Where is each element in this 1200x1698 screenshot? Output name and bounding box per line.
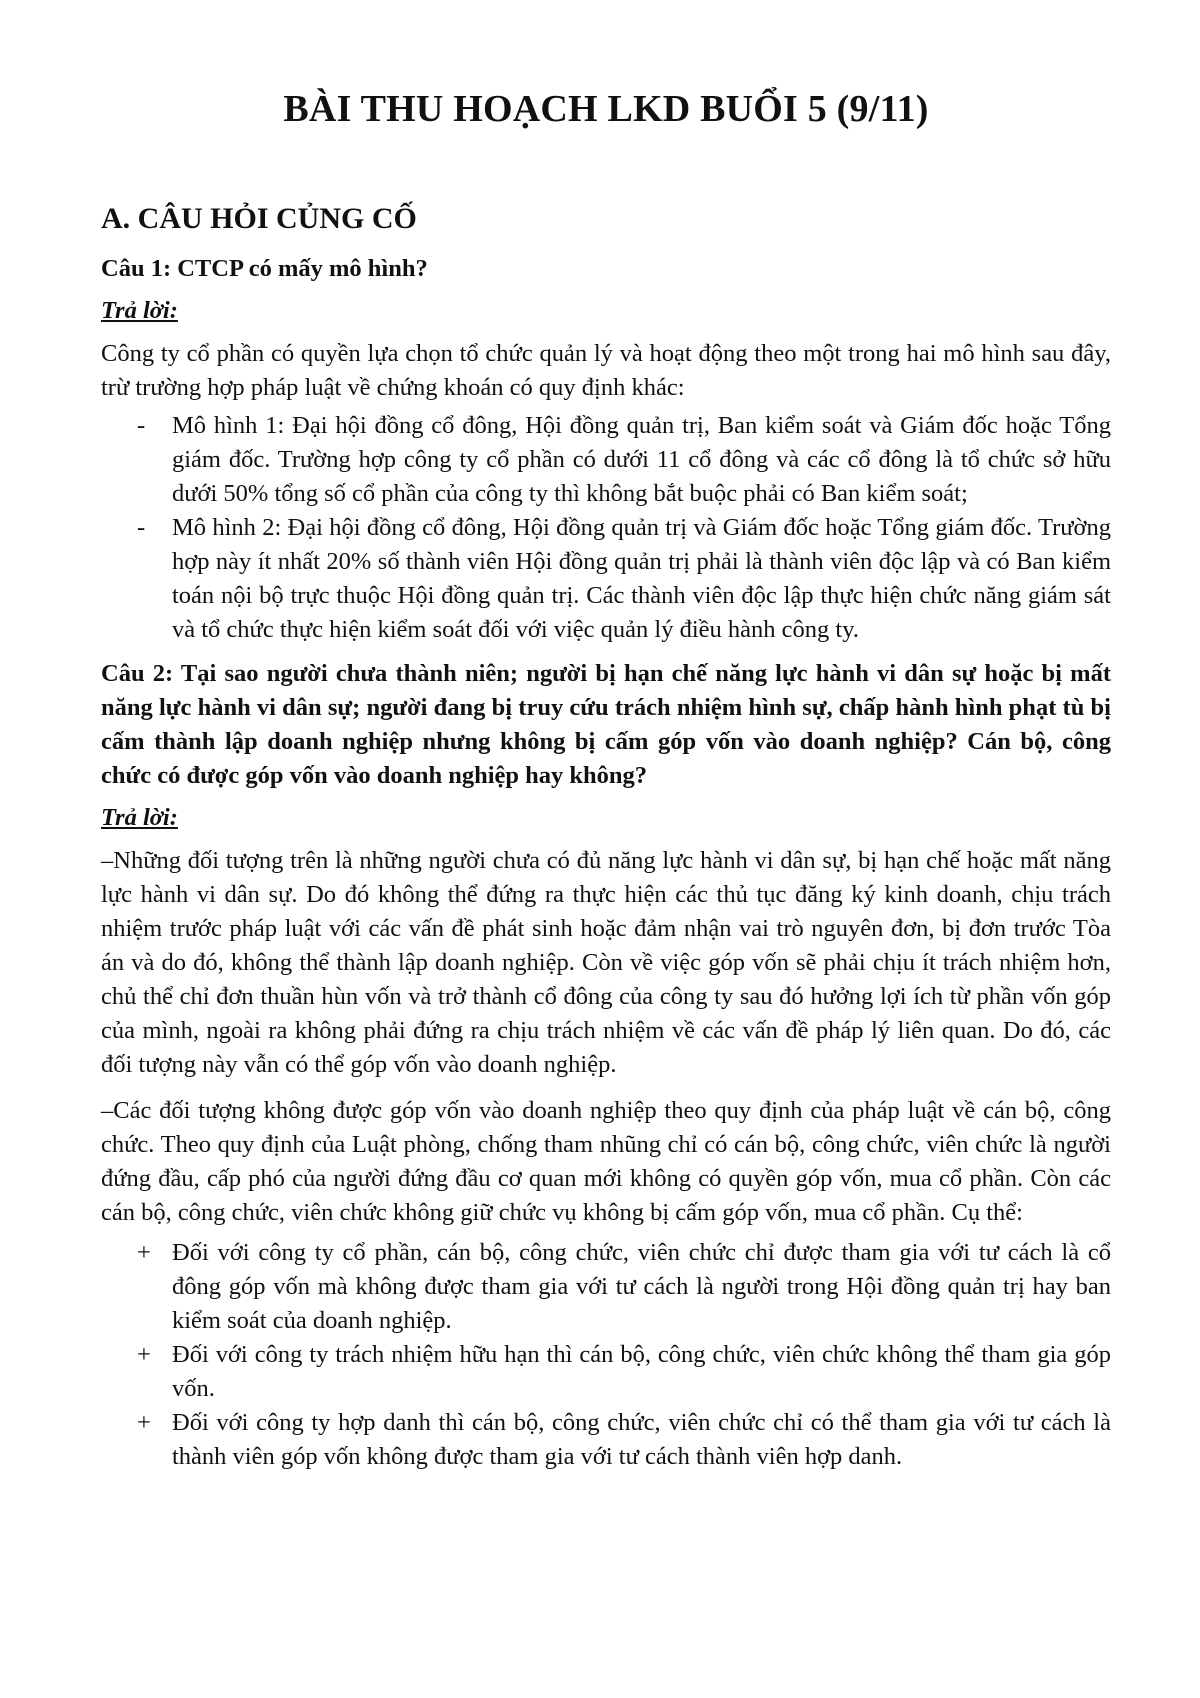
list-item	[101, 409, 1111, 511]
question-1: Câu 1: CTCP có mấy mô hình?	[101, 255, 428, 282]
q2-paragraph-2: –Các đối tượng không được góp vốn vào doanh nghiệp theo quy định của pháp luật về cán bộ, công chức. Theo quy định của Luật phòng, chống tham nhũng chỉ có cán bộ, công chức, viên chức là người đứng đầu, cấp phó của người đứng đầu cơ quan mới không có quyền góp vốn, mua cổ phần. Còn các cán bộ, công chức, viên chức không giữ chức vụ không bị cấm góp vốn, mua cổ phần. Cụ thể:	[101, 1097, 1111, 1226]
list-item-text: Đối với công ty trách nhiệm hữu hạn thì cán bộ, công chức, viên chức không thể tham gia góp vốn.	[172, 1341, 1111, 1402]
q2-paragraph-1: –Những đối tượng trên là những người chưa có đủ năng lực hành vi dân sự, bị hạn chế hoặc mất năng lực hành vi dân sự. Do đó không thể đứng ra thực hiện các thủ tục đăng ký kinh doanh, chịu trách nhiệm trước pháp luật với các vấn đề phát sinh hoặc đảm nhận vai trò nguyên đơn, bị đơn trước Tòa án và do đó, không thể thành lập doanh nghiệp. Còn về việc góp vốn sẽ phải chịu ít trách nhiệm hơn, chủ thể chỉ đơn thuần hùn vốn và trở thành cổ đông của công ty sau đó hưởng lợi ích từ phần vốn góp của mình, ngoài ra không phải đứng ra chịu trách nhiệm về các vấn đề pháp lý liên quan. Do đó, các đối tượng này vẫn có thể góp vốn vào doanh nghiệp.	[101, 847, 1111, 1078]
list-item-text: Mô hình 2: Đại hội đồng cổ đông, Hội đồng quản trị và Giám đốc hoặc Tổng giám đốc. Trường hợp này ít nhất 20% số thành viên Hội đồng quản trị phải là thành viên độc lập và có Ban kiểm toán nội bộ trực thuộc Hội đồng quản trị. Các thành viên độc lập thực hiện chức năng giám sát và tổ chức thực hiện kiểm soát đối với việc quản lý điều hành công ty.	[172, 514, 1111, 643]
q1-intro-paragraph: Công ty cổ phần có quyền lựa chọn tổ chức quản lý và hoạt động theo một trong hai mô hình sau đây, trừ trường hợp pháp luật về chứng khoán có quy định khác:	[101, 340, 1111, 401]
section-heading-a: A. CÂU HỎI CỦNG CỐ	[101, 202, 417, 235]
list-item-text: Mô hình 1: Đại hội đồng cổ đông, Hội đồng quản trị, Ban kiểm soát và Giám đốc hoặc Tổng giám đốc. Trường hợp công ty cổ phần có dưới 11 cổ đông và các cổ đông là tổ chức sở hữu dưới 50% tổng số cổ phần của công ty thì không bắt buộc phải có Ban kiểm soát;	[172, 412, 1111, 507]
plus-bullet: +	[137, 1341, 151, 1368]
dash-bullet: -	[137, 412, 146, 439]
answer-label-2: Trả lời:	[101, 804, 178, 831]
question-2: Câu 2: Tại sao người chưa thành niên; người bị hạn chế năng lực hành vi dân sự hoặc bị mất năng lực hành vi dân sự; người đang bị truy cứu trách nhiệm hình sự, chấp hành hình phạt tù bị cấm thành lập doanh nghiệp nhưng không bị cấm góp vốn vào doanh nghiệp? Cán bộ, công chức có được góp vốn vào doanh nghiệp hay không?	[101, 660, 1111, 789]
q2-company-type-list	[101, 1236, 1111, 1474]
q1-model-list	[101, 409, 1111, 647]
dash-bullet: -	[137, 514, 146, 541]
list-item	[101, 1338, 1111, 1406]
list-item	[101, 1406, 1111, 1474]
plus-bullet: +	[137, 1409, 151, 1436]
list-item-text: Đối với công ty cổ phần, cán bộ, công chức, viên chức chỉ được tham gia với tư cách là cổ đông góp vốn mà không được tham gia với tư cách là người trong Hội đồng quản trị hay ban kiểm soát của doanh nghiệp.	[172, 1239, 1111, 1334]
list-item-text: Đối với công ty hợp danh thì cán bộ, công chức, viên chức chỉ có thể tham gia với tư cách là thành viên góp vốn không được tham gia với tư cách thành viên hợp danh.	[172, 1409, 1111, 1470]
answer-label-1: Trả lời:	[101, 297, 178, 324]
document-body	[101, 252, 1111, 1484]
list-item	[101, 511, 1111, 647]
list-item	[101, 1236, 1111, 1338]
page-title: BÀI THU HOẠCH LKD BUỔI 5 (9/11)	[283, 88, 929, 130]
plus-bullet: +	[137, 1239, 151, 1266]
